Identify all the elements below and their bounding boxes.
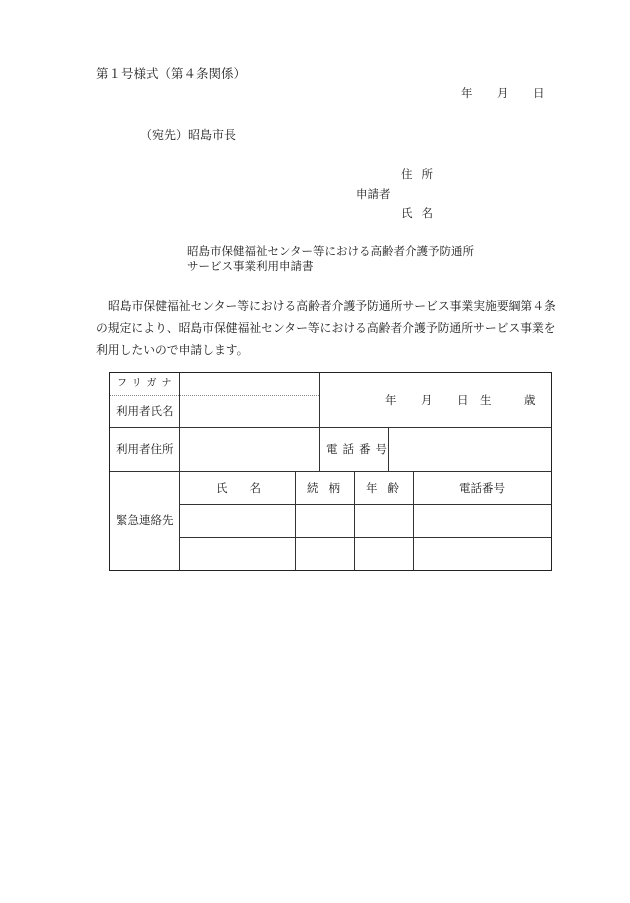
age-label: 歳 <box>524 393 536 407</box>
furigana-label: フリガナ <box>117 378 177 389</box>
statement-line-2: の規定により、昭島市保健福祉センター等における高齢者介護予防通所サービス事業を <box>96 321 556 335</box>
birth-day-label: 日 <box>457 393 469 407</box>
emergency-col-relation: 続柄 <box>307 481 350 495</box>
emergency-col-name: 氏名 <box>216 481 283 495</box>
date-day-label: 日 <box>533 86 545 100</box>
applicant-name-label: 氏名 <box>401 206 442 220</box>
form-title-line-2: サービス事業利用申請書 <box>187 259 314 273</box>
furigana-input-cell[interactable] <box>180 374 318 394</box>
user-name-input-cell[interactable] <box>180 397 318 426</box>
date-year-label: 年 <box>461 86 473 100</box>
birth-month-label: 月 <box>421 393 433 407</box>
emergency-col-age: 年齢 <box>366 481 409 495</box>
phone-input-cell[interactable] <box>389 428 550 470</box>
user-name-label: 利用者氏名 <box>116 404 174 418</box>
birth-year-label: 年 <box>385 393 397 407</box>
phone-label: 電話番号 <box>326 442 392 456</box>
application-statement <box>96 295 574 361</box>
statement-line-1: 昭島市保健福祉センター等における高齢者介護予防通所サービス事業実施要綱第４条 <box>108 299 556 313</box>
statement-line-3: 利用したいので申請します。 <box>96 343 249 357</box>
emergency-col-line-2 <box>354 471 355 570</box>
birth-born-label: 生 <box>480 393 492 407</box>
user-address-input-cell[interactable] <box>180 428 387 470</box>
emergency-contact-label: 緊急連絡先 <box>116 513 174 527</box>
user-address-label: 利用者住所 <box>116 442 174 456</box>
row-divider-2 <box>110 471 551 472</box>
emergency-name-cell-1[interactable] <box>180 505 294 536</box>
emergency-col-phone: 電話番号 <box>459 481 505 495</box>
applicant-address-label: 住所 <box>401 167 442 181</box>
furigana-divider <box>110 395 319 396</box>
emergency-name-cell-2[interactable] <box>180 538 294 569</box>
addressee: （宛先）昭島市長 <box>140 128 237 142</box>
emergency-col-line-1 <box>295 471 296 570</box>
application-table <box>109 372 552 571</box>
applicant-label: 申請者 <box>356 187 391 201</box>
emergency-col-line-3 <box>413 471 414 570</box>
date-month-label: 月 <box>497 86 509 100</box>
form-title-line-1: 昭島市保健福祉センター等における高齢者介護予防通所 <box>187 244 475 258</box>
form-number: 第１号様式（第４条関係） <box>96 66 247 81</box>
